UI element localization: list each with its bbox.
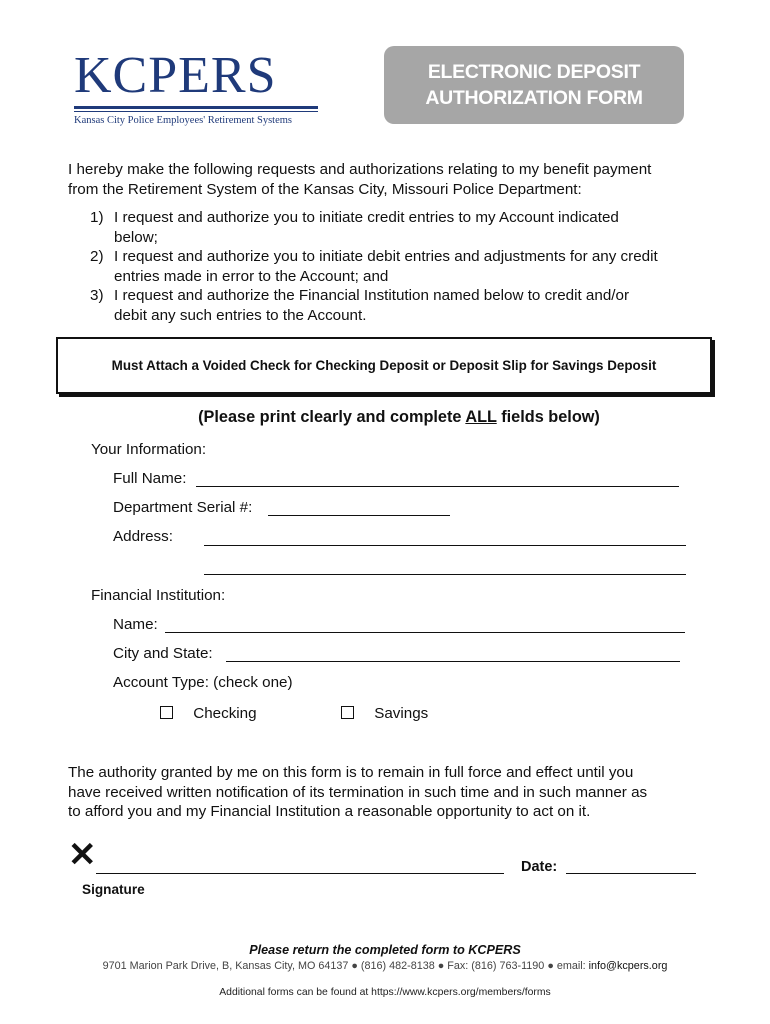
requests-list — [90, 208, 715, 326]
logo-wordmark: KCPERS — [74, 47, 277, 104]
signature-x-mark: ✕ — [68, 836, 97, 874]
authority-line-1: The authority granted by me on this form is to remain in full force and effect until you — [68, 764, 634, 781]
print-instructions-after: fields below) — [496, 408, 600, 426]
list-item-line-2: debit any such entries to the Account. — [114, 306, 367, 324]
list-item-number: 1) — [90, 209, 104, 226]
date-field[interactable] — [566, 873, 696, 874]
logo-subtitle: Kansas City Police Employees' Retirement Systems — [74, 115, 292, 126]
attachment-notice-box — [56, 337, 712, 394]
list-item-line-2: below; — [114, 228, 158, 246]
full-name-label: Full Name: — [113, 470, 187, 487]
intro-line-2: from the Retirement System of the Kansas City, Missouri Police Department: — [68, 181, 582, 198]
address-field-line-2[interactable] — [204, 574, 686, 575]
signature-label: Signature — [82, 882, 145, 897]
print-instructions — [0, 408, 770, 427]
list-item — [90, 247, 715, 286]
attachment-notice-text: Must Attach a Voided Check for Checking Deposit or Deposit Slip for Savings Deposit — [111, 358, 657, 373]
checking-label: Checking — [193, 705, 257, 722]
savings-label: Savings — [374, 705, 429, 722]
authority-line-2: have received written notification of its termination in such time and in such manner as — [68, 783, 648, 801]
full-name-field[interactable] — [196, 486, 679, 487]
checking-option[interactable] — [160, 705, 257, 722]
your-information-heading: Your Information: — [91, 441, 207, 458]
city-state-label: City and State: — [113, 645, 213, 662]
email-link[interactable]: info@kcpers.org — [588, 960, 668, 972]
logo-rule — [74, 106, 318, 109]
list-item-line-2: entries made in error to the Account; and — [114, 267, 389, 285]
list-item-number: 3) — [90, 287, 104, 305]
city-state-field[interactable] — [226, 661, 680, 662]
intro-line-1: I hereby make the following requests and authorizations relating to my benefit payment — [68, 161, 652, 178]
list-item — [90, 286, 715, 325]
list-item-line-1: I request and authorize you to initiate debit entries and adjustments for any credit — [114, 248, 658, 266]
address-field-line-1[interactable] — [204, 545, 686, 546]
authority-line-3: to afford you and my Financial Institution a reasonable opportunity to act on it. — [68, 803, 591, 820]
form-title-line-2: AUTHORIZATION FORM — [425, 87, 643, 109]
list-item-number: 2) — [90, 248, 104, 266]
form-title-badge — [384, 46, 684, 124]
serial-number-label: Department Serial #: — [113, 499, 253, 516]
financial-institution-heading: Financial Institution: — [91, 587, 226, 604]
savings-option[interactable] — [341, 705, 428, 722]
account-type-label: Account Type: (check one) — [113, 674, 293, 691]
contact-address — [0, 960, 770, 972]
checking-checkbox[interactable] — [160, 706, 173, 719]
form-title-line-1: ELECTRONIC DEPOSIT — [427, 60, 641, 83]
print-instructions-before: (Please print clearly and complete — [198, 408, 466, 426]
institution-name-label: Name: — [113, 616, 158, 633]
list-item-line-1: I request and authorize the Financial Institution named below to credit and/or — [114, 287, 629, 305]
additional-forms-note: Additional forms can be found at https://www.kcpers.org/members/forms — [219, 987, 551, 998]
savings-checkbox[interactable] — [341, 706, 354, 719]
serial-number-field[interactable] — [268, 515, 450, 516]
address-label: Address: — [113, 528, 173, 545]
list-item — [90, 208, 715, 247]
institution-name-field[interactable] — [165, 632, 685, 633]
logo-rule-thin — [74, 111, 318, 112]
date-label: Date: — [521, 859, 558, 875]
contact-address-text: 9701 Marion Park Drive, B, Kansas City, MO 64137 ● (816) 482-8138 ● Fax: (816) 763-1190 ● email: — [102, 960, 589, 972]
intro-paragraph — [68, 160, 718, 200]
list-item-line-1: I request and authorize you to initiate credit entries to my Account indicated — [114, 209, 619, 226]
print-instructions-emphasis: ALL — [465, 408, 497, 426]
authority-paragraph — [68, 763, 728, 822]
return-instructions: Please return the completed form to KCPERS — [249, 943, 521, 957]
signature-field[interactable] — [96, 873, 504, 874]
